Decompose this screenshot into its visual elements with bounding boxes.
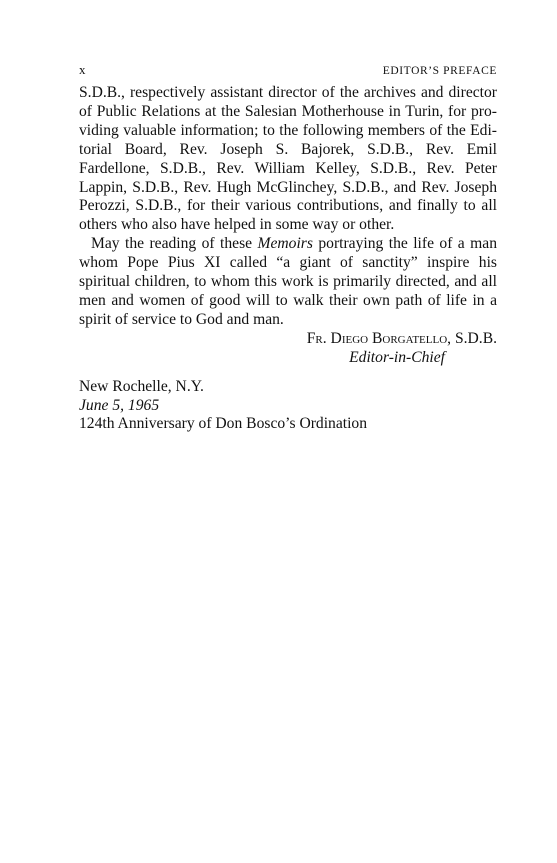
running-head-title: EDITOR’S PREFACE (382, 65, 497, 77)
signatory-suffix: , S.D.B. (447, 329, 497, 347)
signatory-title: Editor-in-Chief (349, 348, 445, 366)
dateline (79, 378, 497, 435)
dateline-date: June 5, 1965 (79, 396, 160, 414)
paragraph-dedication-lead: May the reading of these (91, 235, 258, 253)
page-number: x (79, 62, 86, 77)
dateline-occasion: 124th Anniversary of Don Bosco’s Ordination (79, 415, 368, 433)
signatory-name (79, 330, 497, 349)
preface-body (79, 84, 497, 330)
dateline-place: New Rochelle, N.Y. (79, 377, 204, 395)
book-page (79, 62, 497, 434)
running-head (79, 62, 497, 84)
paragraph-acknowledgments: S.D.B., respectively assistant director of the archives and director of Public Relations at the Salesian Motherhouse in Turin, for providing valuable information; to the following members of the Editorial Board, Rev. Joseph S. Bajorek, S.D.B., Rev. Emil Fardellone, S.D.B., Rev. William Kelley, S.D.B., Rev. Peter Lappin, S.D.B., Rev. Hugh McGlinchey, S.D.B., and Rev. Joseph Perozzi, S.D.B., for their various contributions, and finally to all others who also have helped in some way or other. (79, 84, 497, 234)
signatory-name-smallcaps: Fr. Diego Borgatello (306, 329, 448, 347)
signature-block (79, 330, 497, 368)
paragraph-dedication-rest: portraying the life of a man whom Pope Pius XI called “a giant of sanctity” inspire his spiritual children, to whom this work is primarily directed, and all men and women of good will to walk their own path of life in a spirit of service to God and man. (79, 235, 497, 328)
paragraph-dedication (79, 235, 497, 330)
memoirs-title: Memoirs (257, 235, 313, 253)
